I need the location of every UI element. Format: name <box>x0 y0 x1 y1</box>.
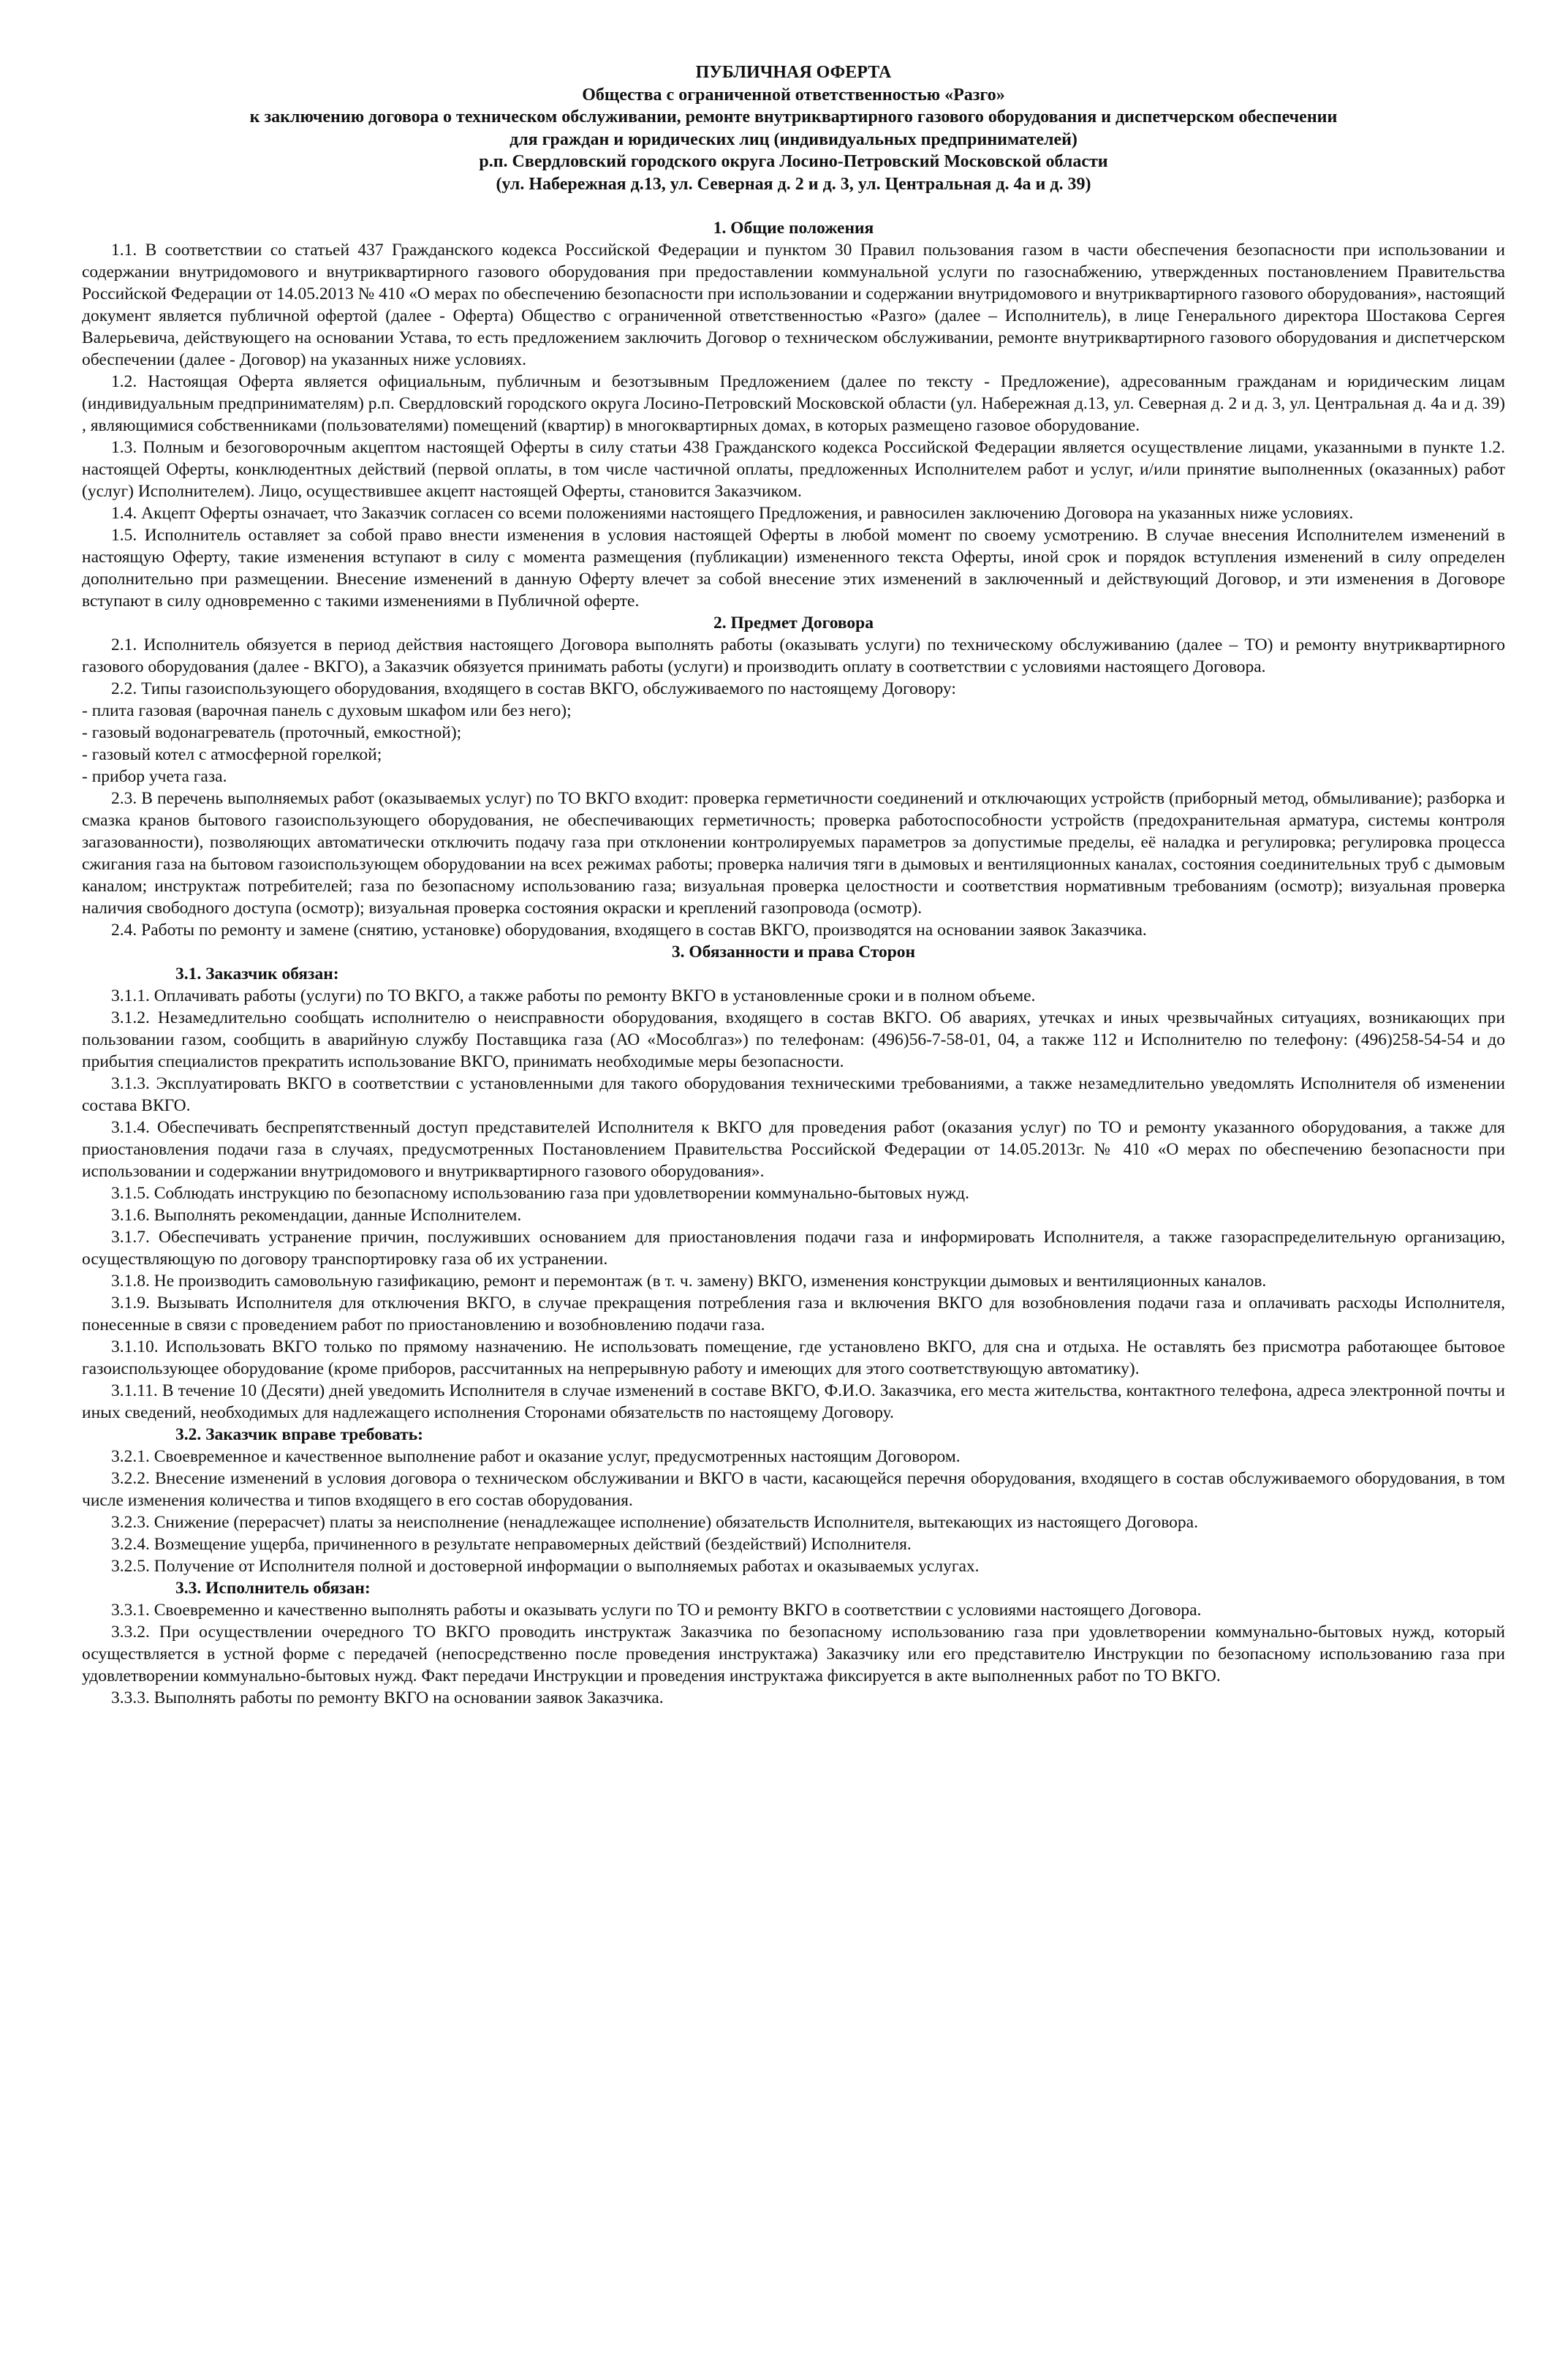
clause-2-2: 2.2. Типы газоиспользующего оборудования, входящего в состав ВКГО, обслуживаемого по настоящему Договору: <box>111 679 956 698</box>
clause-2-1: 2.1. Исполнитель обязуется в период действия настоящего Договора выполнять работы (оказывать услуги) по техническому обслуживанию (далее – ТО) и ремонту внутриквартирного газового оборудования (далее - ВКГО), а Заказчик обязуется принимать работы (услуги) и производить оплату в соответствии с условиями настоящего Договора. <box>82 635 1505 676</box>
clause-3-1-3: 3.1.3. Эксплуатировать ВКГО в соответствии с установленными для такого оборудования техническими требованиями, а также незамедлительно уведомлять Исполнителя об изменении состава ВКГО. <box>82 1074 1505 1115</box>
company-name: Общества с ограниченной ответственностью «Разго» <box>582 85 1005 105</box>
equipment-list-item: - газовый котел с атмосферной горелкой; <box>82 745 382 764</box>
section-3-title: 3. Обязанности и права Сторон <box>671 943 916 962</box>
clause-3-1-10: 3.1.10. Использовать ВКГО только по прямому назначению. Не использовать помещение, где установлено ВКГО, для сна и отдыха. Не оставлять без присмотра работающее бытовое газоиспользующее оборудование (кроме приборов, рассчитанных на непрерывную работу и имеющих для этого соответствующую автоматику). <box>82 1337 1505 1378</box>
document-header <box>82 61 1505 195</box>
document-locality: р.п. Свердловский городского округа Лосино-Петровский Московской области <box>479 152 1108 171</box>
clause-1-4: 1.4. Акцепт Оферты означает, что Заказчик согласен со всеми положениями настоящего Предложения, и равносилен заключению Договора на указанных ниже условиях. <box>111 504 1354 523</box>
subsection-3-1-heading: 3.1. Заказчик обязан: <box>175 964 339 983</box>
clause-3-1-6: 3.1.6. Выполнять рекомендации, данные Исполнителем. <box>111 1206 522 1225</box>
clause-3-2-4: 3.2.4. Возмещение ущерба, причиненного в результате неправомерных действий (бездействий) Исполнителя. <box>111 1535 912 1554</box>
equipment-list-item: - плита газовая (варочная панель с духовым шкафом или без него); <box>82 701 572 720</box>
equipment-list-item: - прибор учета газа. <box>82 767 227 786</box>
clause-3-1-8: 3.1.8. Не производить самовольную газификацию, ремонт и перемонтаж (в т. ч. замену) ВКГО, изменения конструкции дымовых и вентиляционных каналов. <box>111 1272 1267 1291</box>
clause-1-5: 1.5. Исполнитель оставляет за собой право внести изменения в условия настоящей Оферты в любой момент по своему усмотрению. В случае внесения Исполнителем изменений в настоящую Оферту, такие изменения вступают в силу с момента размещения (публикации) измененного текста Оферты, иной срок и порядок вступления изменений в силу определен дополнительно при размещении. Внесение изменений в данную Оферту влечет за собой внесение этих изменений в заключенный и действующий Договор, и эти изменения в Договоре вступают в силу одновременно с такими изменениями в Публичной оферте. <box>82 526 1505 611</box>
clause-1-1: 1.1. В соответствии со статьей 437 Гражданского кодекса Российской Федерации и пунктом 30 Правил пользования газом в части обеспечения безопасности при использовании и содержании внутридомового и внутриквартирного газового оборудования при предоставлении коммунальной услуги по газоснабжению, утвержденных постановлением Правительства Российской Федерации от 14.05.2013 № 410 «О мерах по обеспечению безопасности при использовании и содержании внутридомового и внутриквартирного газового оборудования», настоящий документ является публичной офертой (далее - Оферта) Общество с ограниченной ответственностью «Разго» (далее – Исполнитель), в лице Генерального директора Шостакова Сергея Валерьевича, действующего на основании Устава, то есть предложением заключить Договор о техническом обслуживании, ремонте внутриквартирного газового оборудования и диспетчерском обеспечении (далее - Договор) на указанных ниже условиях. <box>82 241 1505 369</box>
clause-3-1-4: 3.1.4. Обеспечивать беспрепятственный доступ представителей Исполнителя к ВКГО для проведения работ (оказания услуг) по ТО и ремонту указанного оборудования, а также для приостановления подачи газа в случаях, предусмотренных Постановлением Правительства Российской Федерации от 14.05.2013г. № 410 «О мерах по обеспечению безопасности при использовании и содержании внутридомового и внутриквартирного газового оборудования». <box>82 1118 1505 1181</box>
clause-3-3-2: 3.3.2. При осуществлении очередного ТО ВКГО проводить инструктаж Заказчика по безопасному использованию газа при удовлетворении коммунально-бытовых нужд, который осуществляется в устной форме с передачей (непосредственно после проведения инструктажа) Заказчику или его представителю Инструкции по безопасному использованию газа при удовлетворении коммунально-бытовых нужд. Факт передачи Инструкции и проведения инструктажа фиксируется в акте выполненных работ по ТО ВКГО. <box>82 1623 1505 1685</box>
document-audience: для граждан и юридических лиц (индивидуальных предпринимателей) <box>510 129 1077 149</box>
clause-3-1-1: 3.1.1. Оплачивать работы (услуги) по ТО ВКГО, а также работы по ремонту ВКГО в установленные сроки и в полном объеме. <box>111 986 1036 1005</box>
clause-1-3: 1.3. Полным и безоговорочным акцептом настоящей Оферты в силу статьи 438 Гражданского кодекса Российской Федерации является осуществление лицами, указанными в пункте 1.2. настоящей Оферты, конклюдентных действий (первой оплаты, в том числе частичной оплаты, предложенных Исполнителем работ и услуг, и/или принятие выполненных (оказанных) работ (услуг) Исполнителем). Лицо, осуществившее акцепт настоящей Оферты, становится Заказчиком. <box>82 438 1505 501</box>
clause-3-3-1: 3.3.1. Своевременно и качественно выполнять работы и оказывать услуги по ТО и ремонту ВКГО в соответствии с условиями настоящего Договора. <box>111 1601 1202 1620</box>
clause-3-1-11: 3.1.11. В течение 10 (Десяти) дней уведомить Исполнителя в случае изменений в составе ВКГО, Ф.И.О. Заказчика, его места жительства, контактного телефона, адреса электронной почты и иных сведений, необходимых для надлежащего исполнения Сторонами обязательств по настоящему Договору. <box>82 1381 1505 1422</box>
section-2-title: 2. Предмет Договора <box>713 613 874 633</box>
clause-3-1-2: 3.1.2. Незамедлительно сообщать исполнителю о неисправности оборудования, входящего в состав ВКГО. Об авариях, утечках и иных чрезвычайных ситуациях, возникающих при пользовании газом, сообщить в аварийную службу Поставщика газа (АО «Мособлгаз») по телефонам: (496)56-7-58-01, 04, а также 112 и Исполнителю по телефону: (496)258-54-54 и до прибытия специалистов прекратить использование ВКГО, принимать необходимые меры безопасности. <box>82 1008 1505 1071</box>
clause-3-2-3: 3.2.3. Снижение (перерасчет) платы за неисполнение (ненадлежащее исполнение) обязательств Исполнителя, вытекающих из настоящего Договора. <box>111 1513 1198 1532</box>
equipment-list-item: - газовый водонагреватель (проточный, емкостной); <box>82 723 462 742</box>
clause-3-1-9: 3.1.9. Вызывать Исполнителя для отключения ВКГО, в случае прекращения потребления газа и включения ВКГО для возобновления подачи газа и оплачивать расходы Исполнителя, понесенные в связи с проведением работ по приостановлению и возобновлению подачи газа. <box>82 1294 1505 1334</box>
subsection-3-2-heading: 3.2. Заказчик вправе требовать: <box>175 1425 424 1444</box>
document-subject: к заключению договора о техническом обслуживании, ремонте внутриквартирного газового оборудования и диспетчерском обеспечении <box>249 107 1338 127</box>
clause-3-3-3: 3.3.3. Выполнять работы по ремонту ВКГО на основании заявок Заказчика. <box>111 1688 664 1707</box>
clause-3-2-1: 3.2.1. Своевременное и качественное выполнение работ и оказание услуг, предусмотренных настоящим Договором. <box>111 1447 961 1466</box>
clause-3-1-5: 3.1.5. Соблюдать инструкцию по безопасному использованию газа при удовлетворении коммунально-бытовых нужд. <box>111 1184 970 1203</box>
clause-1-2: 1.2. Настоящая Оферта является официальным, публичным и безотзывным Предложением (далее по тексту - Предложение), адресованным гражданам и юридическим лицам (индивидуальным предпринимателям) р.п. Свердловский городского округа Лосино-Петровский Московской области (ул. Набережная д.13, ул. Северная д. 2 и д. 3, ул. Центральная д. 4а и д. 39) , являющимися собственниками (пользователями) помещений (квартир) в многоквартирных домах, в которых размещено газовое оборудование. <box>82 372 1505 435</box>
subsection-3-3-heading: 3.3. Исполнитель обязан: <box>175 1579 371 1598</box>
document-title: ПУБЛИЧНАЯ ОФЕРТА <box>695 63 892 82</box>
clause-3-2-5: 3.2.5. Получение от Исполнителя полной и достоверной информации о выполняемых работах и оказываемых услугах. <box>111 1557 980 1576</box>
clause-3-2-2: 3.2.2. Внесение изменений в условия договора о техническом обслуживании и ВКГО в части, касающейся перечня оборудования, входящего в состав обслуживаемого оборудования, в том числе изменения количества и типов входящего в его состав оборудования. <box>82 1469 1505 1510</box>
document-addresses: (ул. Набережная д.13, ул. Северная д. 2 и д. 3, ул. Центральная д. 4а и д. 39) <box>496 174 1091 194</box>
section-1-title: 1. Общие положения <box>713 219 874 238</box>
clause-3-1-7: 3.1.7. Обеспечивать устранение причин, послуживших основанием для приостановления подачи газа и информировать Исполнителя, а также газораспределительную организацию, осуществляющую по договору транспортировку газа об их устранении. <box>82 1228 1505 1269</box>
clause-2-4: 2.4. Работы по ремонту и замене (снятию, установке) оборудования, входящего в состав ВКГО, производятся на основании заявок Заказчика. <box>111 921 1147 940</box>
clause-2-3: 2.3. В перечень выполняемых работ (оказываемых услуг) по ТО ВКГО входит: проверка герметичности соединений и отключающих устройств (приборный метод, обмыливание); разборка и смазка кранов бытового газоиспользующего оборудования, не обеспечивающих герметичность; проверка работоспособности устройств (предохранительная арматура, системы контроля загазованности), позволяющих автоматически отключить подачу газа при отклонении контролируемых параметров за допустимые пределы, её наладка и регулировка; регулировка процесса сжигания газа на бытовом газоиспользующем оборудовании на всех режимах работы; проверка наличия тяги в дымовых и вентиляционных каналах, состояния соединительных труб с дымовым каналом; инструктаж потребителей; газа по безопасному использованию газа; визуальная проверка целостности и соответствия нормативным требованиям (осмотр); визуальная проверка наличия свободного доступа (осмотр); визуальная проверка состояния окраски и креплений газопровода (осмотр). <box>82 789 1505 918</box>
